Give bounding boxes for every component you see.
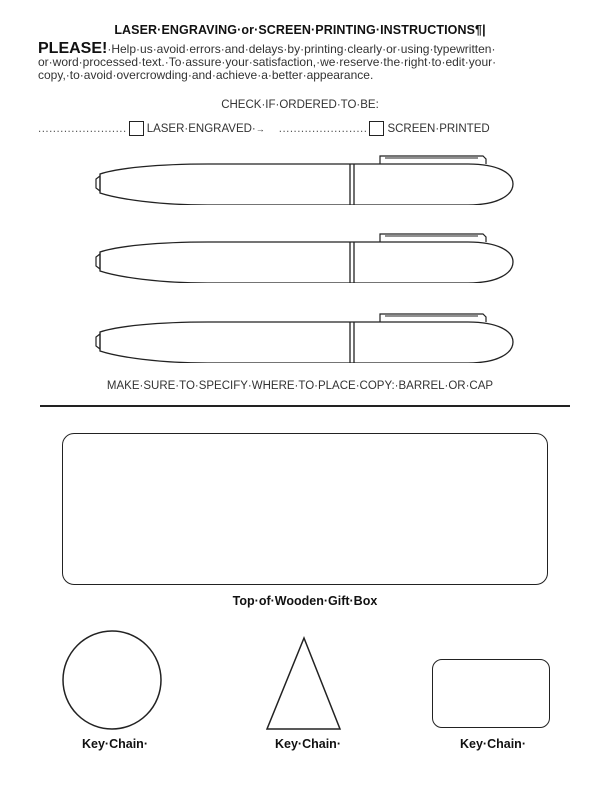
key-chain-caption: Key·Chain· [460, 737, 526, 751]
pen-barrel [100, 164, 513, 205]
pen-outline[interactable] [88, 233, 518, 283]
pen-outline[interactable] [88, 313, 518, 363]
page-title: LASER·ENGRAVING·or·SCREEN·PRINTING·INSTRUCTIONS¶| [114, 23, 486, 37]
pen-barrel [100, 322, 513, 363]
key-chain-caption: Key·Chain· [82, 737, 148, 751]
arrow-icon: → [255, 123, 265, 134]
pen-clip [380, 156, 486, 164]
order-type-heading: CHECK·IF·ORDERED·TO·BE: [221, 99, 379, 111]
please-heading: PLEASE! [38, 40, 108, 57]
pen-outline[interactable] [88, 155, 518, 205]
instructions-line-2: or·word·processed·text.·To·assure·your·satisfaction,·we·reserve·the·right·to·edit·your· [38, 55, 497, 69]
key-chain-circle-shape[interactable] [60, 628, 164, 732]
screen-printed-label: SCREEN·PRINTED [387, 122, 490, 135]
leader-dots: ........................ [38, 122, 127, 135]
laser-engraved-label: LASER·ENGRAVED· [146, 122, 256, 135]
pen-barrel [100, 242, 513, 283]
circle-outline [63, 631, 161, 729]
gift-box-caption: Top·of·Wooden·Gift·Box [232, 594, 378, 608]
order-type-row [38, 121, 490, 136]
instructions-line-1: ·Help·us·avoid·errors·and·delays·by·printing·clearly·or·using·typewritten· [107, 42, 496, 56]
leader-dots: ........................ [278, 122, 368, 135]
key-chain-caption: Key·Chain· [275, 737, 341, 751]
triangle-outline [267, 638, 340, 729]
section-divider [40, 405, 570, 407]
screen-printed-checkbox[interactable] [369, 121, 384, 136]
pen-clip [380, 314, 486, 322]
key-chain-rectangle-shape[interactable] [432, 659, 550, 728]
copy-placement-note: MAKE·SURE·TO·SPECIFY·WHERE·TO·PLACE·COPY:·BARREL·OR·CAP [106, 380, 494, 392]
laser-engraved-checkbox[interactable] [129, 121, 144, 136]
gift-box-imprint-area[interactable] [62, 433, 548, 585]
key-chain-triangle-shape[interactable] [262, 628, 346, 732]
pen-clip [380, 234, 486, 242]
instructions-line-3: copy,·to·avoid·overcrowding·and·achieve·a·better·appearance. [38, 68, 374, 82]
instructions-paragraph [38, 42, 538, 82]
